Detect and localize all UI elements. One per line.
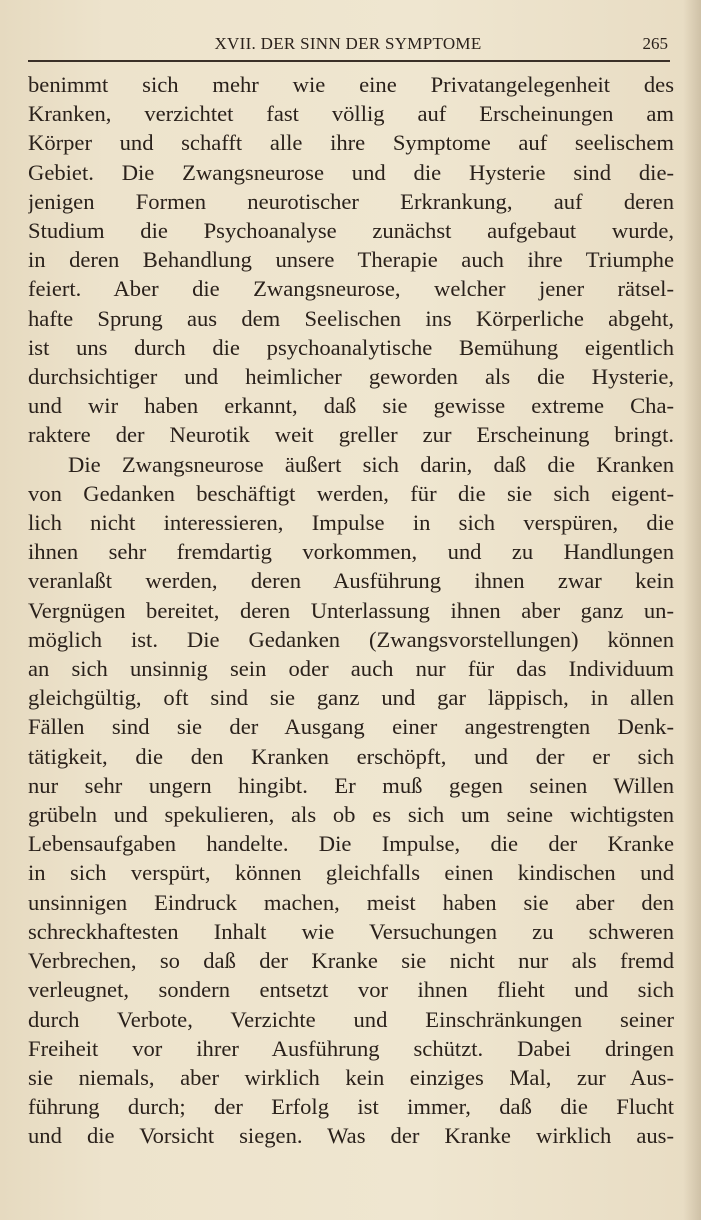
text-line: an sich unsinnig sein oder auch nur für das Individuum [28,656,674,682]
text-line: von Gedanken beschäftigt werden, für die sie sich eigent- [28,480,674,506]
text-line: in deren Behandlung unsere Therapie auch ihre Triumphe [28,247,674,273]
text-line: veranlaßt werden, deren Ausführung ihnen zwar kein [28,568,674,594]
text-line: verleugnet, sondern entsetzt vor ihnen flieht und sich [28,977,674,1003]
text-line: möglich ist. Die Gedanken (Zwangsvorstellungen) können [28,626,674,652]
text-line: ihnen sehr fremdartig vorkommen, und zu Handlungen [28,539,674,565]
text-line: tätigkeit, die den Kranken erschöpft, und der er sich [28,743,674,769]
paragraph-1 [28,70,674,450]
text-line: lich nicht interessieren, Impulse in sich verspüren, die [28,510,674,536]
text-line: und wir haben erkannt, daß sie gewisse extreme Cha- [28,393,674,419]
body-text [28,70,674,1151]
text-line: raktere der Neurotik weit greller zur Erscheinung bringt. [28,422,674,448]
text-line: Kranken, verzichtet fast völlig auf Erscheinungen am [28,101,674,127]
page-number: 265 [642,34,668,53]
text-line: Freiheit vor ihrer Ausführung schützt. Dabei dringen [28,1035,674,1061]
text-line: ist uns durch die psychoanalytische Bemühung eigentlich [28,334,674,360]
text-line: schreckhaftesten Inhalt wie Versuchungen zu schweren [28,918,674,944]
text-line: feiert. Aber die Zwangsneurose, welcher jener rätsel- [28,276,674,302]
text-line: benimmt sich mehr wie eine Privatangelegenheit des [28,72,674,97]
text-line: führung durch; der Erfolg ist immer, daß die Flucht [28,1094,674,1120]
header-rule [28,60,670,62]
text-line: Körper und schafft alle ihre Symptome auf seelischem [28,130,674,156]
page-gutter-shadow [683,0,701,1220]
text-line: Die Zwangsneurose äußert sich darin, daß die Kranken [68,451,674,477]
paragraph-2 [28,450,674,1151]
text-line: und die Vorsicht siegen. Was der Kranke wirklich aus- [28,1123,674,1149]
page-header [28,32,668,58]
text-line: Gebiet. Die Zwangsneurose und die Hysterie sind die- [28,159,674,185]
text-line: Vergnügen bereitet, deren Unterlassung ihnen aber ganz un- [28,597,674,623]
text-line: Lebensaufgaben handelte. Die Impulse, die der Kranke [28,831,674,857]
text-line: Fällen sind sie der Ausgang einer angestrengten Denk- [28,714,674,740]
text-line: Studium die Psychoanalyse zunächst aufgebaut wurde, [28,218,674,244]
text-line: nur sehr ungern hingibt. Er muß gegen seinen Willen [28,772,674,798]
text-line: durchsichtiger und heimlicher geworden als die Hysterie, [28,364,674,390]
text-line: grübeln und spekulieren, als ob es sich um seine wichtigsten [28,802,674,828]
text-line: durch Verbote, Verzichte und Einschränkungen seiner [28,1006,674,1032]
text-line: jenigen Formen neurotischer Erkrankung, auf deren [28,188,674,214]
text-line: unsinnigen Eindruck machen, meist haben sie aber den [28,889,674,915]
text-line: in sich verspürt, können gleichfalls einen kindischen und [28,860,674,886]
running-head: XVII. DER SINN DER SYMPTOME [214,34,482,53]
text-line: gleichgültig, oft sind sie ganz und gar läppisch, in allen [28,685,674,711]
text-line: sie niemals, aber wirklich kein einziges Mal, zur Aus- [28,1064,674,1090]
text-line: hafte Sprung aus dem Seelischen ins Körperliche abgeht, [28,305,674,331]
text-line: Verbrechen, so daß der Kranke sie nicht nur als fremd [28,948,674,974]
